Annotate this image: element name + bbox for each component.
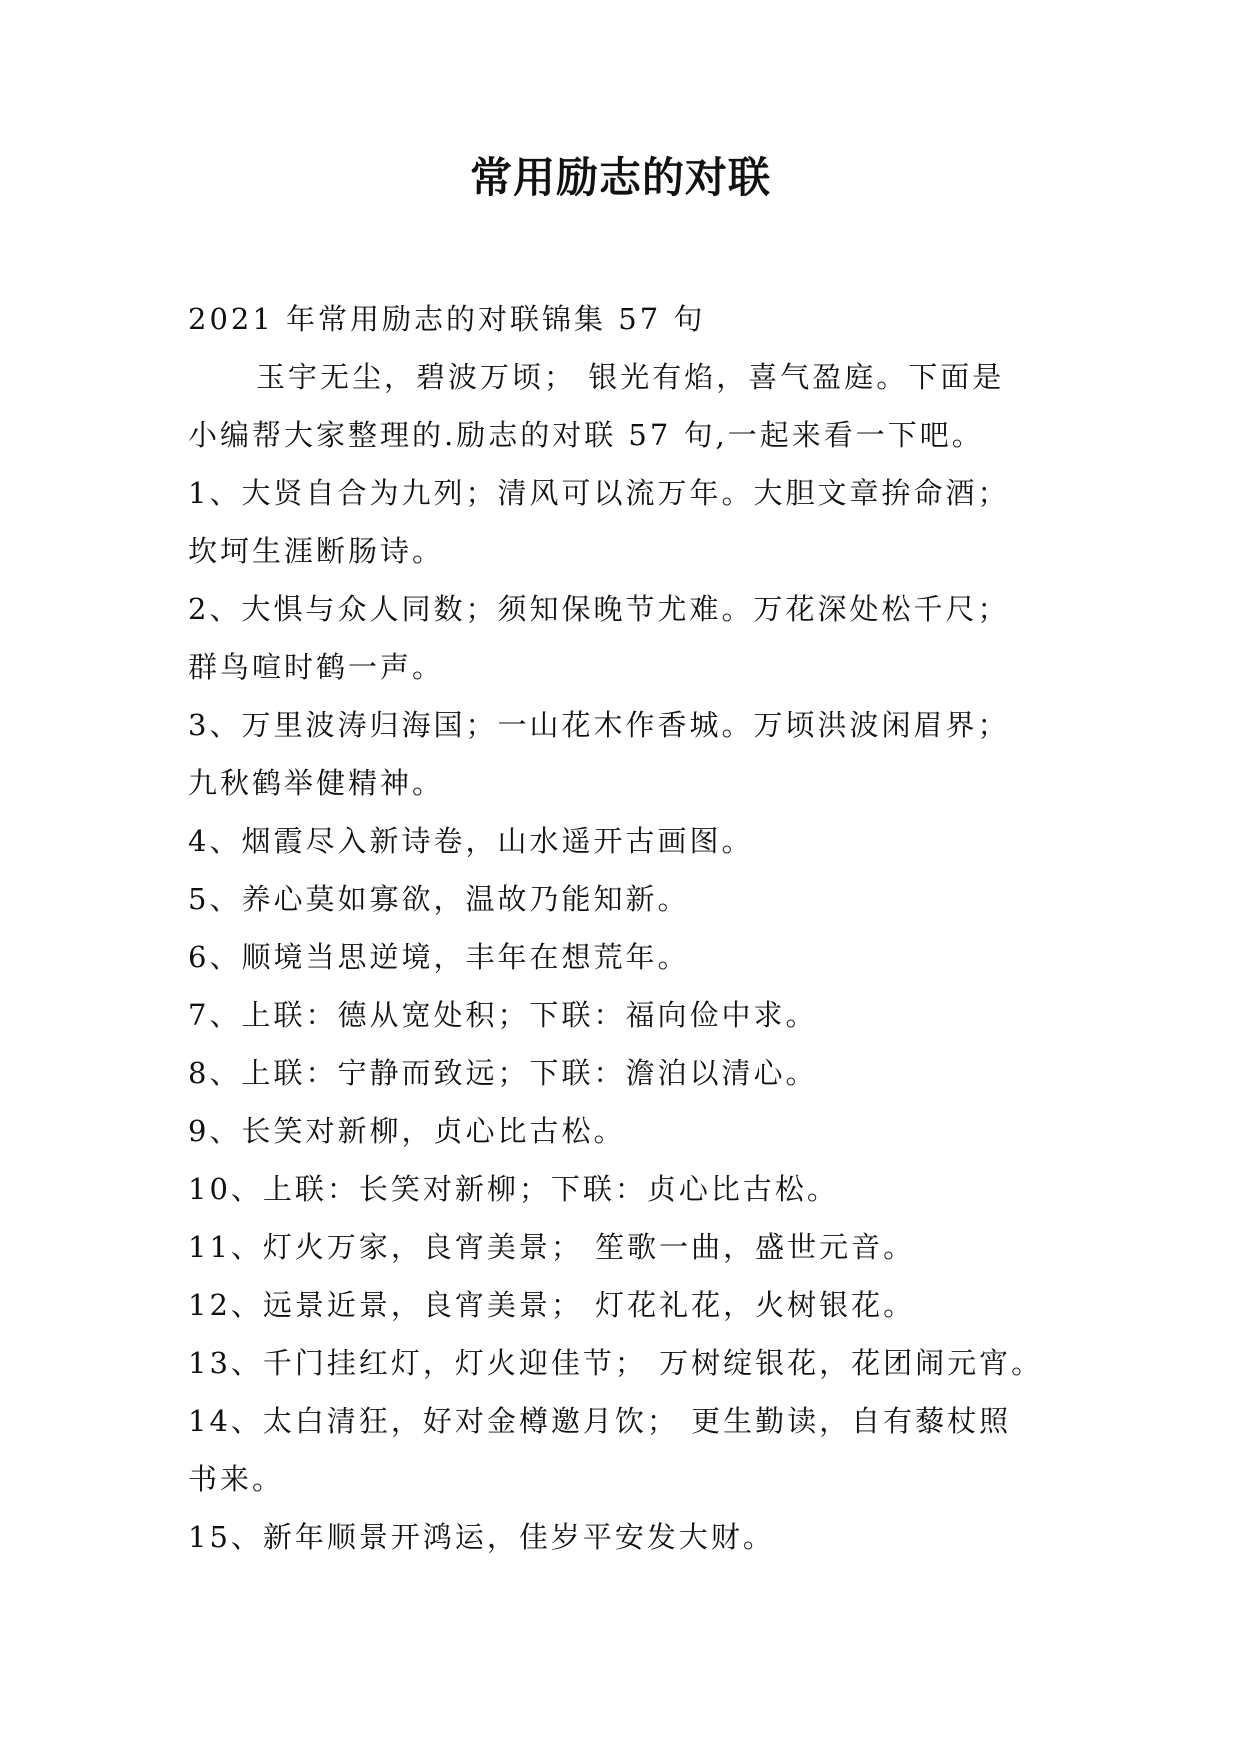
document-title: 常用励志的对联 <box>469 153 771 202</box>
couplet-item-12: 12、远景近景，良宵美景； 灯花礼花，火树银花。 <box>188 1288 916 1322</box>
couplet-item-3-continued: 九秋鹤举健精神。 <box>188 766 445 800</box>
couplet-item-4: 4、烟霞尽入新诗卷，山水遥开古画图。 <box>188 824 754 858</box>
couplet-item-2-continued: 群鸟喧时鹤一声。 <box>188 650 445 684</box>
couplet-item-13: 13、千门挂红灯，灯火迎佳节； 万树绽银花，花团闹元宵。 <box>188 1346 1044 1380</box>
couplet-item-14-continued: 书来。 <box>188 1462 285 1496</box>
intro-paragraph-line-2: 小编帮大家整理的.励志的对联 57 句,一起来看一下吧。 <box>188 418 984 452</box>
couplet-item-3: 3、万里波涛归海国；一山花木作香城。万顷洪波闲眉界； <box>188 708 1010 742</box>
couplet-item-6: 6、顺境当思逆境，丰年在想荒年。 <box>188 940 690 974</box>
document-subtitle: 2021 年常用励志的对联锦集 57 句 <box>188 302 706 336</box>
couplet-item-2: 2、大惧与众人同数；须知保晚节尤难。万花深处松千尺； <box>188 592 1010 626</box>
intro-paragraph-line-1: 玉宇无尘，碧波万顷； 银光有焰，喜气盈庭。下面是 <box>256 360 1005 394</box>
couplet-item-1-continued: 坎坷生涯断肠诗。 <box>188 534 445 568</box>
couplet-item-7: 7、上联：德从宽处积；下联：福向俭中求。 <box>188 998 818 1032</box>
couplet-item-10: 10、上联：长笑对新柳；下联：贞心比古松。 <box>188 1172 839 1206</box>
couplet-item-11: 11、灯火万家，良宵美景； 笙歌一曲，盛世元音。 <box>188 1230 916 1264</box>
couplet-item-14: 14、太白清狂，好对金樽邀月饮； 更生勤读，自有藜杖照 <box>188 1404 1012 1438</box>
couplet-item-15: 15、新年顺景开鸿运，佳岁平安发大财。 <box>188 1520 775 1554</box>
couplet-item-5: 5、养心莫如寡欲，温故乃能知新。 <box>188 882 690 916</box>
couplet-item-8: 8、上联：宁静而致远；下联：澹泊以清心。 <box>188 1056 818 1090</box>
couplet-item-1: 1、大贤自合为九列；清风可以流万年。大胆文章拚命酒； <box>188 476 1010 510</box>
couplet-item-9: 9、长笑对新柳，贞心比古松。 <box>188 1114 626 1148</box>
document-body <box>188 290 1068 1566</box>
